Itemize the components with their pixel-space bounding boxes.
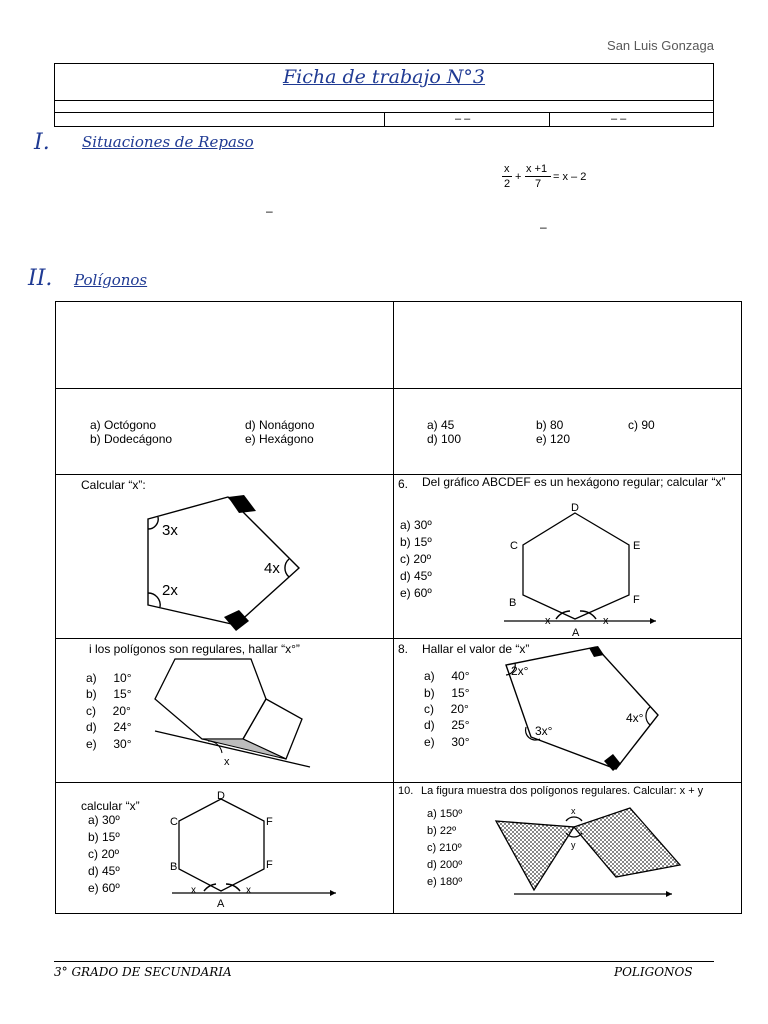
- problem-prompt: Calcular “x”:: [81, 478, 146, 492]
- angle-label: 4x°: [626, 711, 644, 725]
- option: c) 90: [628, 418, 655, 432]
- angle-label: y: [571, 840, 576, 850]
- angle-label: 2x: [162, 582, 178, 599]
- fraction-bar: [502, 176, 512, 177]
- eq-right-denominator: 7: [535, 178, 542, 190]
- eq-right-numerator: x +1: [526, 163, 548, 175]
- hexagon-square-diagram: [148, 653, 318, 781]
- problem-number: 10.: [398, 785, 414, 797]
- problem-prompt: La figura muestra dos polígonos regulares. Calcular: x + y: [421, 785, 704, 797]
- vertex-label: B: [170, 861, 178, 873]
- problems-table: [55, 301, 742, 914]
- vertex-label: F: [266, 859, 273, 871]
- angle-label: x: [224, 756, 230, 768]
- vertex-label: A: [217, 898, 225, 910]
- section-title: Situaciones de Repaso: [82, 133, 254, 151]
- option: a) 45: [427, 418, 455, 432]
- equation: [502, 163, 602, 193]
- option: b) Dodecágono: [90, 432, 173, 446]
- fraction-bar: [525, 176, 551, 177]
- option: d) 200º: [427, 859, 463, 871]
- vertex-label: D: [217, 790, 225, 802]
- option: e) 180º: [427, 876, 463, 888]
- footer-divider: [54, 961, 714, 962]
- option: a) 30º: [88, 813, 120, 827]
- problem-cell: [56, 639, 394, 783]
- header-dash: – –: [611, 113, 627, 125]
- problem-number: 6.: [398, 477, 409, 491]
- option: e) 120: [536, 432, 571, 446]
- option: c) 210º: [427, 842, 462, 854]
- vertex-label: D: [571, 502, 579, 514]
- option: a) 150º: [427, 808, 463, 820]
- option: c) 20°: [424, 702, 469, 716]
- option: b) 15º: [88, 830, 120, 844]
- problem-prompt: i los polígonos son regulares, hallar “x°”: [89, 642, 300, 656]
- angle-label: x: [571, 806, 576, 816]
- angle-label: 3x°: [535, 724, 553, 738]
- dash-mark: –: [540, 220, 547, 234]
- problem-prompt: calcular “x”: [81, 799, 140, 813]
- angle-label: 4x: [264, 560, 280, 577]
- option: e) Hexágono: [245, 432, 314, 446]
- problem-prompt: Hallar el valor de “x”: [422, 642, 530, 656]
- option: c) 20º: [88, 847, 120, 861]
- angle-label: 2x°: [511, 664, 529, 678]
- problem-cell: [394, 389, 742, 475]
- option: c) 20°: [86, 704, 131, 718]
- angle-label: x: [246, 885, 251, 896]
- option: e) 30°: [424, 735, 470, 749]
- problem-number: 8.: [398, 642, 409, 656]
- page-title: Ficha de trabajo N°3: [282, 66, 486, 88]
- angle-label: 3x: [162, 522, 178, 539]
- problem-cell: [394, 302, 742, 389]
- hexagon-diagram: [504, 499, 664, 639]
- vertex-label: C: [510, 540, 518, 552]
- vertex-label: E: [633, 540, 641, 552]
- angle-label: x: [191, 885, 196, 896]
- header-row-2: [55, 100, 713, 113]
- option: d) 45º: [400, 569, 432, 583]
- section-number: I.: [34, 130, 50, 155]
- header-dash: – –: [455, 113, 471, 125]
- option: a) 10°: [86, 671, 132, 685]
- eq-rhs: = x – 2: [553, 171, 587, 183]
- school-name: San Luis Gonzaga: [607, 38, 714, 53]
- eq-plus: +: [515, 171, 522, 183]
- eq-left-denominator: 2: [504, 178, 511, 190]
- vertex-label: C: [170, 816, 178, 828]
- vertex-label: F: [633, 594, 640, 606]
- eq-left-numerator: x: [504, 163, 510, 175]
- footer-grade: 3° GRADO DE SECUNDARIA: [54, 965, 232, 979]
- problem-cell: [394, 783, 742, 914]
- option: e) 60º: [88, 881, 120, 895]
- header-divider: [549, 113, 550, 127]
- vertex-label: B: [509, 597, 517, 609]
- option: b) 15º: [400, 535, 432, 549]
- angle-label: x: [545, 615, 551, 627]
- option: b) 22º: [427, 825, 457, 837]
- option: d) 45º: [88, 864, 120, 878]
- vertex-label: F: [266, 816, 273, 828]
- problem-cell: [56, 302, 394, 389]
- angle-label: x: [603, 615, 609, 627]
- problem-cell: [56, 475, 394, 639]
- option: a) 40°: [424, 669, 470, 683]
- header-divider: [384, 113, 385, 127]
- problem-prompt: Del gráfico ABCDEF es un hexágono regular; calcular “x”: [422, 475, 726, 489]
- option: d) 25°: [424, 718, 470, 732]
- problem-cell: [56, 389, 394, 475]
- option: a) 30º: [400, 518, 432, 532]
- option: a) Octógono: [90, 418, 157, 432]
- option: b) 15°: [86, 687, 132, 701]
- section-title: Polígonos: [74, 271, 148, 289]
- header-row-3: [55, 113, 713, 127]
- option: d) 24°: [86, 720, 132, 734]
- option: c) 20º: [400, 552, 432, 566]
- problem-cell: [56, 783, 394, 914]
- option: e) 30°: [86, 737, 132, 751]
- vertex-label: A: [572, 627, 580, 639]
- dash-mark: –: [266, 204, 273, 218]
- problem-cell: [394, 639, 742, 783]
- footer-topic: POLIGONOS: [614, 965, 693, 979]
- option: d) 100: [427, 432, 462, 446]
- pentagon-diagram: [500, 643, 660, 777]
- hexagon-diagram: [166, 785, 346, 913]
- triangle-square-diagram: [490, 797, 690, 903]
- option: d) Nonágono: [245, 418, 315, 432]
- problem-cell: [394, 475, 742, 639]
- section-number: II.: [28, 266, 53, 291]
- pentagon-diagram: [136, 489, 316, 635]
- option: e) 60º: [400, 586, 432, 600]
- option: b) 80: [536, 418, 564, 432]
- option: b) 15°: [424, 686, 470, 700]
